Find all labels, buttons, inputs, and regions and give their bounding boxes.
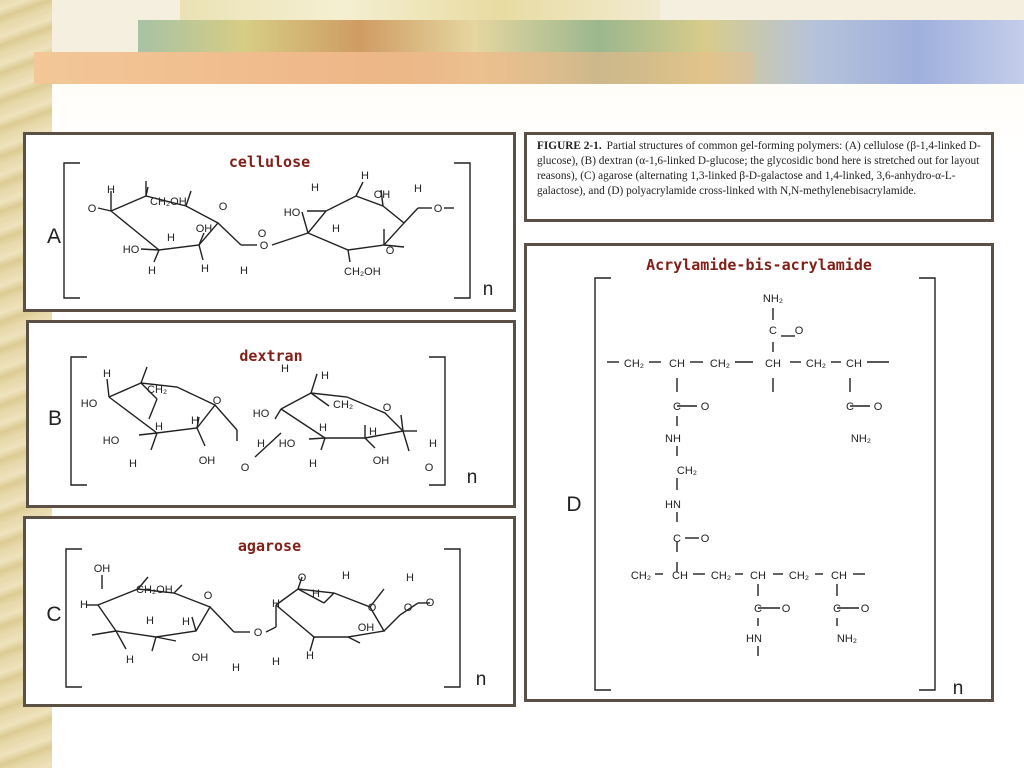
repeat-unit-label: n [475, 669, 487, 690]
cellulose-title: cellulose [228, 153, 311, 171]
atom: O [403, 602, 413, 614]
atom: O [218, 201, 228, 213]
atom: OH [195, 223, 213, 235]
atom: HO [122, 244, 140, 256]
atom: HN [746, 633, 762, 645]
atom: O [257, 228, 267, 240]
atom: H [103, 368, 111, 380]
atom: H [281, 363, 289, 375]
atom: H [406, 572, 414, 584]
panel-letter: B [47, 407, 63, 430]
atom: H [257, 438, 265, 450]
atom: O [259, 240, 269, 252]
atom: O [212, 395, 222, 407]
atom: O [385, 245, 395, 257]
atom: CH₂ [630, 570, 652, 582]
atom: O [781, 603, 791, 615]
atom: CH [765, 358, 781, 370]
caption-text: Partial structures of common gel-forming polymers: (A) cellulose (β-1,4-linked D-glucose), (B) dextran (α-1,6-linked D-glucose; the glycosidic bond here is stretched out for layout reasons), (C) agarose (alternating 1,3-linked β-D-galactose and 1,4-linked, 3,6-anhydro-α-L-galactose), and (D) polyacrylamide cross-linked with N,N-methylenebisacrylamide. [537, 140, 981, 197]
atom: OH [357, 622, 375, 634]
atom: NH₂ [850, 433, 872, 445]
cellulose-panel [23, 132, 516, 312]
atom: O [87, 203, 97, 215]
agarose-panel [23, 516, 516, 707]
atom: H [146, 615, 154, 627]
atom: H [309, 458, 317, 470]
atom: O [240, 462, 250, 474]
repeat-unit-label: n [482, 279, 494, 300]
dextran-structure [29, 323, 513, 505]
atom: CH [672, 570, 688, 582]
atom: CH₂OH [136, 584, 173, 596]
agarose-title: agarose [237, 537, 302, 555]
atom: OH [372, 455, 390, 467]
atom: H [414, 183, 422, 195]
figure-caption-panel [524, 132, 994, 222]
atom: O [297, 572, 307, 584]
atom: H [272, 656, 280, 668]
atom: OH [191, 652, 209, 664]
atom: HN [665, 499, 681, 511]
atom: HO [80, 398, 98, 410]
atom: NH₂ [836, 633, 858, 645]
repeat-unit-label: n [952, 678, 964, 699]
atom: O [425, 597, 435, 609]
polyacrylamide-title: Acrylamide-bis-acrylamide [646, 256, 872, 274]
polyacrylamide-panel [524, 243, 994, 702]
atom: H [312, 588, 320, 600]
atom: H [201, 263, 209, 275]
atom: H [240, 265, 248, 277]
atom: H [306, 650, 314, 662]
figure-caption [537, 139, 983, 199]
caption-label: FIGURE 2-1. [537, 140, 602, 152]
atom: CH [831, 570, 847, 582]
atom: H [167, 232, 175, 244]
atom: H [129, 458, 137, 470]
atom: C [846, 401, 854, 413]
cellulose-structure [26, 135, 513, 309]
atom: CH₂ [805, 358, 827, 370]
atom: HO [102, 435, 120, 447]
atom: CH [846, 358, 862, 370]
atom: O [860, 603, 870, 615]
atom: H [80, 599, 88, 611]
atom: H [155, 421, 163, 433]
atom: CH₂ [147, 384, 168, 396]
atom: H [369, 426, 377, 438]
atom: H [107, 184, 115, 196]
atom: O [700, 533, 710, 545]
atom: H [232, 662, 240, 674]
atom: C [769, 325, 777, 337]
atom: O [367, 602, 377, 614]
atom: H [311, 182, 319, 194]
atom: H [272, 598, 280, 610]
orange-decorative-band [34, 52, 754, 84]
atom: O [382, 402, 392, 414]
atom: O [253, 627, 263, 639]
atom: O [873, 401, 883, 413]
atom: C [673, 533, 681, 545]
atom: CH₂ [676, 465, 698, 477]
atom: OH [93, 563, 111, 575]
atom: H [429, 438, 437, 450]
atom: H [182, 616, 190, 628]
atom: C [754, 603, 762, 615]
atom: O [433, 203, 443, 215]
atom: O [700, 401, 710, 413]
atom: H [321, 370, 329, 382]
atom: CH₂ [623, 358, 645, 370]
atom: CH₂ [710, 570, 732, 582]
dextran-panel [26, 320, 516, 508]
atom: O [203, 590, 213, 602]
atom: CH₂OH [344, 266, 381, 278]
atom: HO [278, 438, 296, 450]
atom: NH₂ [762, 293, 784, 305]
atom: HO [283, 207, 301, 219]
atom: C [673, 401, 681, 413]
panel-letter: C [46, 603, 62, 626]
atom: H [361, 170, 369, 182]
atom: H [126, 654, 134, 666]
panel-letter: A [46, 225, 62, 248]
agarose-structure [26, 519, 513, 704]
atom: OH [198, 455, 216, 467]
atom: CH₂ [333, 399, 354, 411]
panel-letter: D [566, 493, 582, 516]
atom: C [833, 603, 841, 615]
polyacrylamide-structure [527, 246, 991, 699]
atom: OH [373, 189, 391, 201]
atom: H [332, 223, 340, 235]
repeat-unit-label: n [466, 467, 478, 488]
atom: O [424, 462, 434, 474]
atom: CH₂OH [150, 196, 187, 208]
atom: H [342, 570, 350, 582]
atom: H [319, 422, 327, 434]
dextran-title: dextran [239, 347, 303, 365]
atom: CH [669, 358, 685, 370]
atom: CH₂ [788, 570, 810, 582]
atom: HO [252, 408, 270, 420]
atom: H [148, 265, 156, 277]
atom: H [191, 415, 199, 427]
atom: CH₂ [709, 358, 731, 370]
atom: O [794, 325, 804, 337]
atom: CH [750, 570, 766, 582]
atom: NH [665, 433, 681, 445]
